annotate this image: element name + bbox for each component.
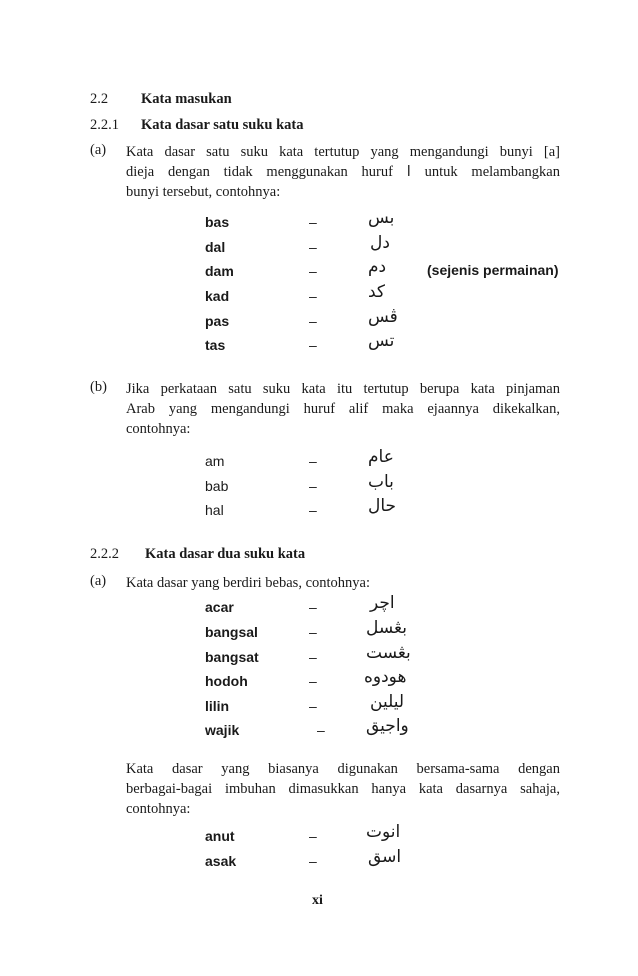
section-title-2-2: Kata masukan bbox=[141, 91, 232, 107]
jawi-word: تس bbox=[368, 331, 395, 351]
paragraph-line: Jika perkataan satu suku kata itu tertutup berupa kata pinjaman bbox=[126, 381, 560, 397]
paragraph-a2 bbox=[126, 573, 560, 593]
section-number-2-2-1: 2.2.1 bbox=[90, 117, 119, 133]
rumi-word: bas bbox=[205, 214, 230, 230]
paragraph-line: Kata dasar satu suku kata tertutup yang mengandungi bunyi [a] bbox=[126, 144, 560, 160]
paragraph-line: contohnya: bbox=[126, 801, 191, 817]
jawi-word: ليلين bbox=[370, 692, 405, 712]
paragraph-line: Kata dasar yang biasanya digunakan bersama-sama dengan bbox=[126, 761, 560, 777]
jawi-word: واجيق bbox=[366, 716, 409, 736]
dash: – bbox=[309, 649, 317, 665]
jawi-word: دم bbox=[368, 257, 387, 277]
word-note: (sejenis permainan) bbox=[427, 262, 559, 278]
paragraph-marker: (b) bbox=[90, 379, 107, 395]
dash: – bbox=[309, 313, 317, 329]
rumi-word: pas bbox=[205, 313, 230, 329]
jawi-word: اسق bbox=[368, 847, 402, 867]
section-title-2-2-2: Kata dasar dua suku kata bbox=[145, 546, 306, 562]
rumi-word: acar bbox=[205, 599, 234, 615]
paragraph-line: Arab yang mengandungi huruf alif maka ejaannya dikekalkan, bbox=[126, 401, 560, 417]
rumi-word: asak bbox=[205, 853, 237, 869]
paragraph-line: Kata dasar yang berdiri bebas, contohnya: bbox=[126, 575, 370, 591]
rumi-word: dam bbox=[205, 263, 234, 279]
paragraph-line: berbagai-bagai imbuhan dimasukkan hanya kata dasarnya sahaja, bbox=[126, 781, 560, 797]
rumi-word: kad bbox=[205, 288, 230, 304]
paragraph-marker: (a) bbox=[90, 573, 107, 589]
rumi-word: hodoh bbox=[205, 673, 248, 689]
rumi-word: lilin bbox=[205, 698, 230, 714]
page-number: xi bbox=[312, 893, 323, 908]
jawi-word: هودوه bbox=[364, 667, 407, 687]
rumi-word: bangsal bbox=[205, 624, 258, 640]
dash: – bbox=[309, 502, 317, 518]
jawi-word: انوت bbox=[366, 822, 401, 842]
jawi-word: دل bbox=[370, 233, 390, 253]
dash: – bbox=[317, 722, 325, 738]
paragraph-c2 bbox=[126, 759, 560, 819]
jawi-word: ڤس bbox=[368, 307, 398, 327]
jawi-word: عام bbox=[368, 447, 394, 467]
paragraph-a1 bbox=[126, 142, 560, 202]
dash: – bbox=[309, 453, 317, 469]
rumi-word: hal bbox=[205, 502, 224, 518]
paragraph-line: dieja dengan tidak menggunakan huruf ا untuk melambangkan bbox=[126, 164, 560, 180]
section-number-2-2: 2.2 bbox=[90, 91, 109, 107]
rumi-word: bangsat bbox=[205, 649, 259, 665]
rumi-word: am bbox=[205, 453, 225, 469]
dash: – bbox=[309, 599, 317, 615]
jawi-word: اچر bbox=[370, 593, 395, 613]
dash: – bbox=[309, 263, 317, 279]
section-number-2-2-2: 2.2.2 bbox=[90, 546, 119, 562]
dash: – bbox=[309, 624, 317, 640]
paragraph-line: contohnya: bbox=[126, 421, 191, 437]
dash: – bbox=[309, 698, 317, 714]
dash: – bbox=[309, 214, 317, 230]
jawi-word: بڠسل bbox=[366, 618, 407, 638]
paragraph-b1 bbox=[126, 379, 560, 439]
rumi-word: wajik bbox=[205, 722, 240, 738]
jawi-word: حال bbox=[368, 496, 397, 516]
dash: – bbox=[309, 828, 317, 844]
rumi-word: tas bbox=[205, 337, 226, 353]
paragraph-marker: (a) bbox=[90, 142, 107, 158]
dash: – bbox=[309, 673, 317, 689]
rumi-word: bab bbox=[205, 478, 229, 494]
dash: – bbox=[309, 337, 317, 353]
jawi-word: کد bbox=[368, 282, 386, 302]
dash: – bbox=[309, 853, 317, 869]
paragraph-line: bunyi tersebut, contohnya: bbox=[126, 184, 281, 200]
jawi-word: بڠست bbox=[366, 643, 411, 663]
jawi-word: باب bbox=[368, 472, 394, 492]
dash: – bbox=[309, 478, 317, 494]
dash: – bbox=[309, 288, 317, 304]
rumi-word: anut bbox=[205, 828, 235, 844]
jawi-word: بس bbox=[368, 208, 395, 228]
rumi-word: dal bbox=[205, 239, 226, 255]
section-title-2-2-1: Kata dasar satu suku kata bbox=[141, 117, 304, 133]
dash: – bbox=[309, 239, 317, 255]
